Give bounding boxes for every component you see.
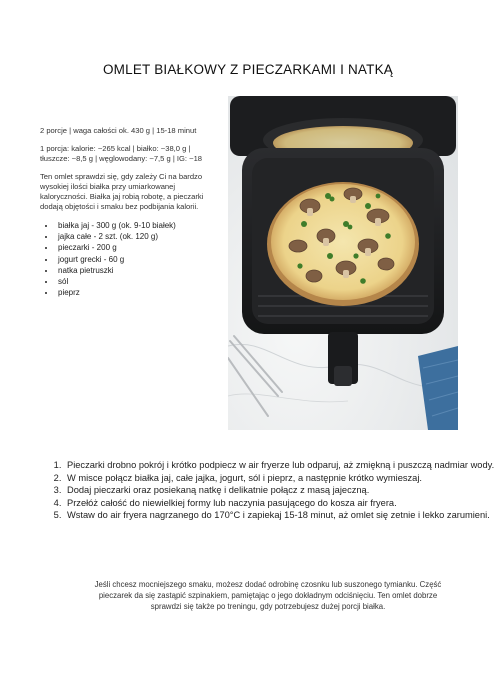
ingredient-item: • pieprz xyxy=(56,287,218,298)
recipe-note: Jeśli chcesz mocniejszego smaku, możesz dodać odrobinę czosnku lub suszonego tymianku. Część pieczarek da się zastąpić szpinakiem, pamiętając o jego dokładnym odciśnięciu. Ten omlet dobrze sprawdzi się także po treningu, gdy potrzebujesz dużej porcji białka. xyxy=(94,579,442,612)
steps-list xyxy=(36,459,496,522)
ingredients-list xyxy=(40,220,218,298)
nutrition-info: 1 porcja: kalorie: ~265 kcal | białko: ~38,0 g | tłuszcze: ~8,5 g | węglowodany: ~7,5 g | IG: ~18 xyxy=(40,144,203,163)
step-item: 2. W misce połącz białka jaj, całe jajka, jogurt, sól i pieprz, a następnie krótko wymieszaj. xyxy=(64,472,496,485)
ingredient-item: • jajka całe - 2 szt. (ok. 120 g) xyxy=(56,231,218,242)
portions-info: 2 porcje | waga całości ok. 430 g | 15-18 minut xyxy=(40,126,197,135)
recipe-title: OMLET BIAŁKOWY Z PIECZARKAMI I NATKĄ xyxy=(102,62,393,77)
step-item: 5. Wstaw do air fryera nagrzanego do 170°C i zapiekaj 15-18 minut, aż omlet się zetnie i lekko zarumieni. xyxy=(64,509,496,522)
ingredient-item: • pieczarki - 200 g xyxy=(56,242,218,253)
ingredient-item: • sól xyxy=(56,276,218,287)
recipe-meta xyxy=(40,126,218,298)
omelet-illustration xyxy=(228,96,458,430)
ingredient-item: • białka jaj - 300 g (ok. 9-10 białek) xyxy=(56,220,218,231)
air-fryer-photo xyxy=(228,96,458,430)
step-item: 3. Dodaj pieczarki oraz posiekaną natkę i delikatnie połącz z masą jajeczną. xyxy=(64,484,496,497)
recipe-description: Ten omlet sprawdzi się, gdy zależy Ci na bardzo wysokiej ilości białka przy umiarkowanej kaloryczności. Białka jaj robią robotę, a pieczarki dodają objętości i smaku bez podbijania kalorii. xyxy=(40,172,204,211)
step-item: 4. Przełóż całość do niewielkiej formy lub naczynia pasującego do kosza air fryera. xyxy=(64,497,496,510)
step-item: 1. Pieczarki drobno pokrój i krótko podpiecz w air fryerze lub odparuj, aż zmiękną i puszczą nadmiar wody. xyxy=(64,459,496,472)
ingredient-item: • natka pietruszki xyxy=(56,265,218,276)
ingredient-item: • jogurt grecki - 60 g xyxy=(56,254,218,265)
